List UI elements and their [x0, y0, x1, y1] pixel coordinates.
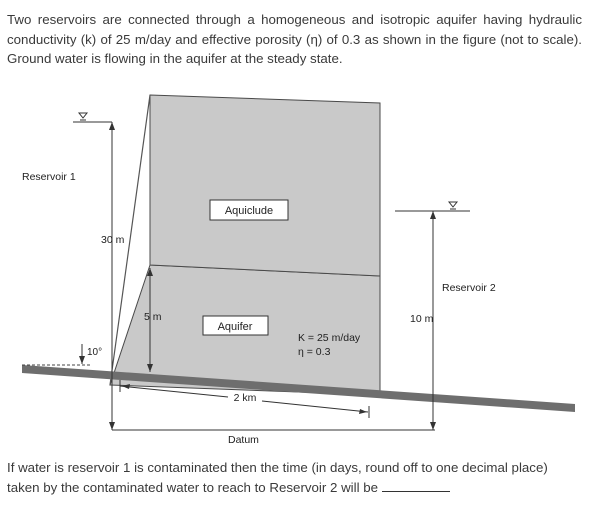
question-intro: Two reservoirs are connected through a homogeneous and isotropic aquifer having hydraulic conductivity (k) of 25 m/day and effective porosity (η) of 0.3 as shown in the figure (not to scale). Ground water is flowing in the aquifer at the steady state. — [7, 12, 582, 66]
water-level-icon-right — [395, 202, 470, 211]
arrow-down-icon — [430, 422, 436, 430]
question-prompt-text: If water is reservoir 1 is contaminated then the time (in days, round off to one decimal place) taken by the contaminated water to reach to Reservoir 2 will be — [7, 460, 548, 495]
arrow-down-icon — [79, 356, 85, 364]
aquifer-label: Aquifer — [217, 321, 253, 333]
conductivity-label: K = 25 m/day — [298, 332, 361, 344]
arrow-up-icon — [430, 211, 436, 219]
reservoir2-label: Reservoir 2 — [442, 282, 496, 294]
arrow-up-icon — [109, 122, 115, 130]
arrow-down-icon — [109, 422, 115, 430]
water-level-icon-left — [73, 113, 112, 122]
length-dimension-right — [262, 401, 368, 412]
thickness-label: 5 m — [144, 311, 162, 323]
head2-label: 10 m — [410, 313, 434, 325]
aquiclude-label: Aquiclude — [224, 205, 274, 217]
slope-label: 10° — [87, 347, 103, 358]
head1-label: 30 m — [101, 234, 125, 246]
reservoir1-label: Reservoir 1 — [22, 171, 76, 183]
answer-blank[interactable] — [382, 479, 450, 492]
porosity-label: η = 0.3 — [298, 346, 331, 358]
question-prompt — [7, 458, 582, 497]
arrow-right-icon — [359, 409, 367, 414]
length-label: 2 km — [233, 392, 257, 404]
datum-label: Datum — [228, 434, 259, 446]
aquiclude-layer — [150, 95, 380, 276]
